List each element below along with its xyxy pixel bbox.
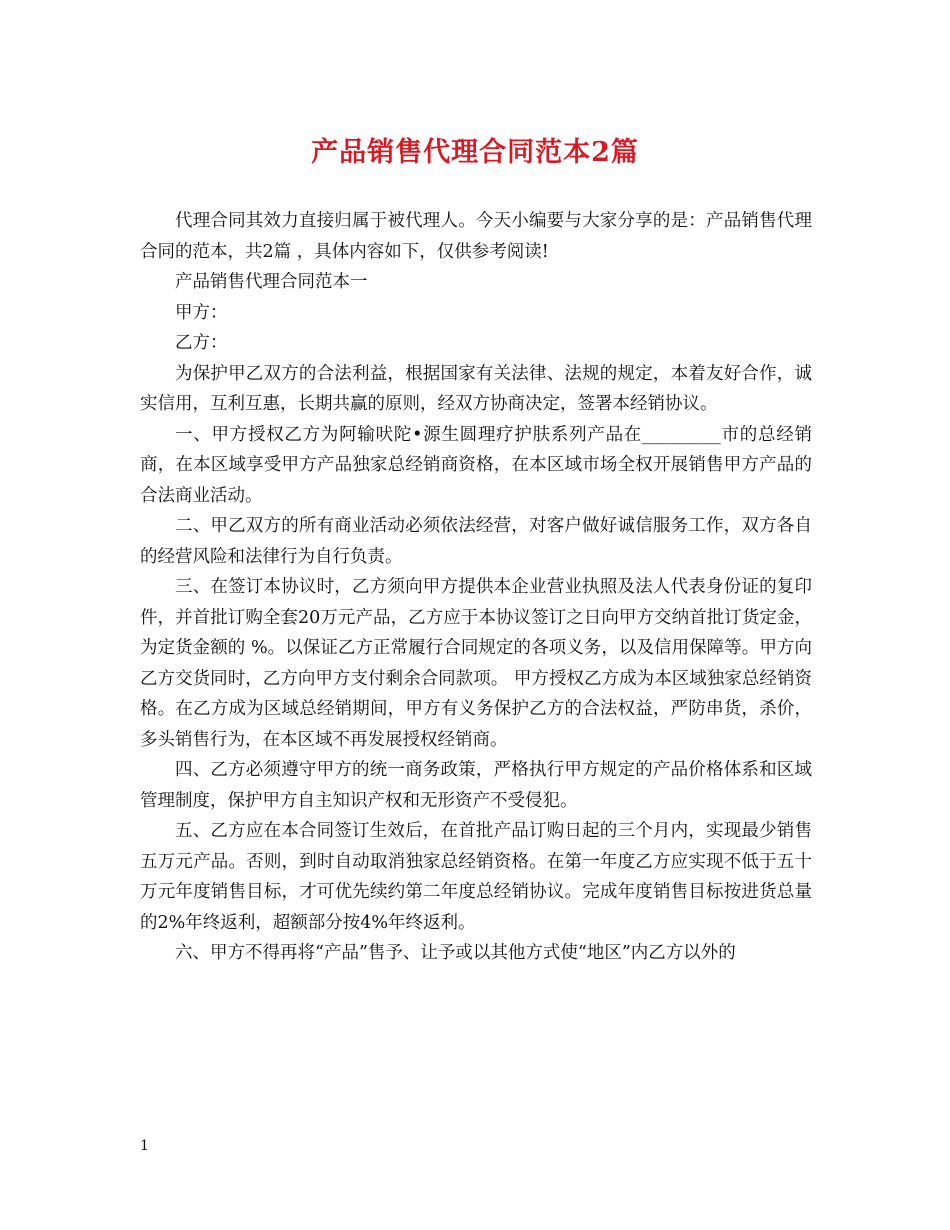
document-title: 产品销售代理合同范本2篇 [311,137,639,168]
paragraph-clause-1: 一、甲方授权乙方为阿输吠陀•源生圆理疗护肤系列产品在_________市的总经销商，在本区域享受甲方产品独家总经销商资格，在本区域市场全权开展销售甲方产品的合法商业活动。 [140,424,812,506]
paragraph-preamble: 为保护甲乙双方的合法利益，根据国家有关法律、法规的规定，本着友好合作，诚实信用，互利互惠，长期共赢的原则，经双方协商决定，签署本经销协议。 [140,363,812,414]
paragraph-intro: 代理合同其效力直接归属于被代理人。今天小编要与大家分享的是：产品销售代理合同的范本，共2篇 ，具体内容如下，仅供参考阅读! [140,211,812,262]
paragraph-party-b: 乙方： [175,333,228,353]
paragraph-section-heading: 产品销售代理合同范本一 [175,272,368,292]
paragraph-clause-3: 三、在签订本协议时，乙方须向甲方提供本企业营业执照及法人代表身份证的复印件，并首批订购全套20万元产品，乙方应于本协议签订之日向甲方交纳首批订货定金，为定货金额的 %。以保证乙方正常履行合同规定的各项义务，以及信用保障等。甲方向乙方交货同时，乙方向甲方支付剩余合同款项。 甲方授权乙方成为本区域独家总经销资格。在乙方成为区域总经销期间，甲方有义务保护乙方的合法权益，严防串货，杀价，多头销售行为，在本区域不再发展授权经销商。 [140,577,812,750]
paragraph-clause-5: 五、乙方应在本合同签订生效后，在首批产品订购日起的三个月内，实现最少销售五万元产品。否则，到时自动取消独家总经销资格。在第一年度乙方应实现不低于五十万元年度销售目标，才可优先续约第二年度总经销协议。完成年度销售目标按进货总量的2%年终返利，超额部分按4%年终返利。 [140,821,812,933]
paragraph-clause-2: 二、甲乙双方的所有商业活动必须依法经营，对客户做好诚信服务工作，双方各自的经营风险和法律行为自行负责。 [140,516,812,567]
paragraph-party-a: 甲方： [175,302,228,323]
document-body [140,206,812,969]
paragraph-clause-6: 六、甲方不得再将“产品”售予、让予或以其他方式使“地区”内乙方以外的 [175,943,736,963]
paragraph-clause-4: 四、乙方必须遵守甲方的统一商务政策，严格执行甲方规定的产品价格体系和区域管理制度，保护甲方自主知识产权和无形资产不受侵犯。 [140,760,812,811]
page-number: 1 [140,1138,149,1154]
